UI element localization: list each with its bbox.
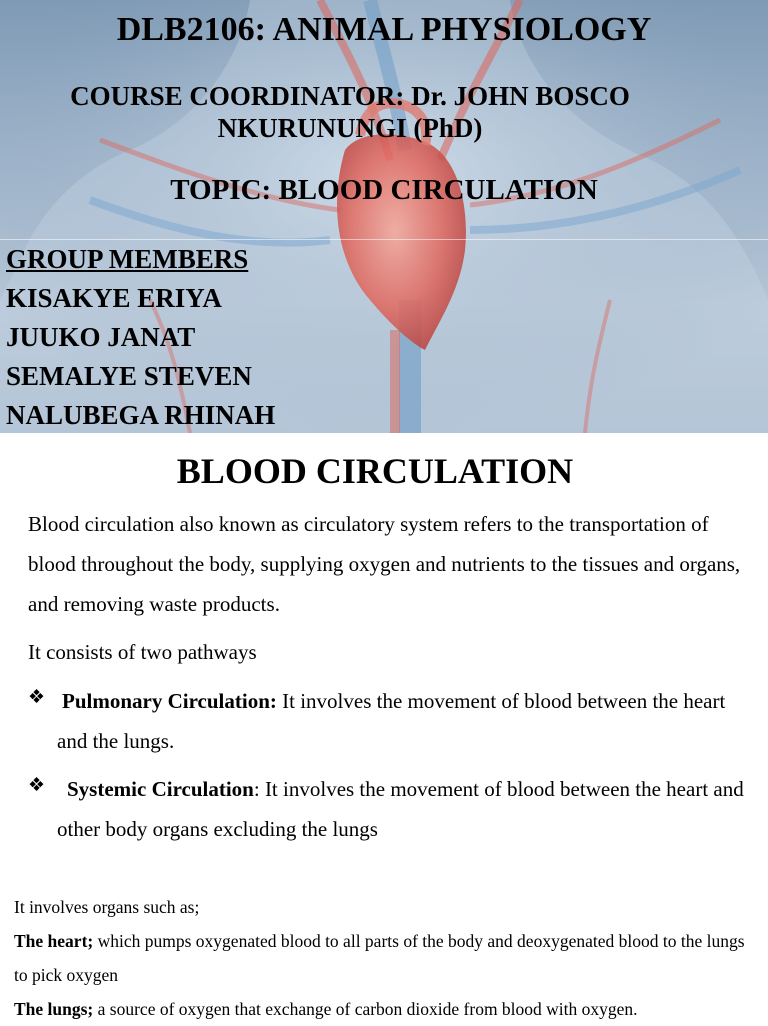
bullet-systemic-circulation bbox=[28, 769, 744, 849]
bullet-pulmonary-circulation bbox=[28, 681, 744, 761]
course-title: DLB2106: ANIMAL PHYSIOLOGY bbox=[116, 11, 652, 48]
group-member: KISAKYE ERIYA bbox=[6, 283, 222, 313]
group-members-heading: GROUP MEMBERS bbox=[6, 244, 249, 274]
group-members-list bbox=[6, 240, 275, 433]
organ-name: The lungs; bbox=[14, 999, 94, 1019]
organs-section bbox=[14, 890, 754, 1026]
organ-item-heart bbox=[14, 924, 754, 992]
bullet-text: It involves the movement of blood between the heart and the lungs. bbox=[57, 689, 726, 753]
group-member: NALUBEGA RHINAH bbox=[6, 400, 276, 430]
bullet-lead: Systemic Circulation bbox=[67, 777, 254, 801]
pathways-intro: It consists of two pathways bbox=[28, 640, 257, 664]
organ-description: which pumps oxygenated blood to all parts of the body and deoxygenated blood to the lungs to pick oxygen bbox=[14, 931, 745, 985]
bullet-text: : It involves the movement of blood between the heart and other body organs excluding the lungs bbox=[57, 777, 744, 841]
content-slide bbox=[0, 433, 768, 1024]
organ-item-lungs bbox=[14, 992, 754, 1026]
organ-name: The heart; bbox=[14, 931, 94, 951]
bullet-lead: Pulmonary Circulation: bbox=[62, 689, 277, 713]
group-member: SEMALYE STEVEN bbox=[6, 361, 252, 391]
organ-description: a source of oxygen that exchange of carbon dioxide from blood with oxygen. bbox=[93, 999, 638, 1019]
group-member: JUUKO JANAT bbox=[6, 322, 196, 352]
course-coordinator: COURSE COORDINATOR: Dr. JOHN BOSCO NKURUNUNGI (PhD) bbox=[70, 81, 630, 143]
topic-heading: TOPIC: BLOOD CIRCULATION bbox=[170, 174, 598, 206]
title-slide bbox=[0, 0, 768, 433]
intro-paragraph: Blood circulation also known as circulatory system refers to the transportation of blood throughout the body, supplying oxygen and nutrients to the tissues and organs, and removing waste products. bbox=[28, 512, 741, 616]
slide-title: BLOOD CIRCULATION bbox=[176, 451, 574, 491]
diamond-bullet-icon: ❖ bbox=[28, 687, 46, 708]
diamond-bullet-icon: ❖ bbox=[28, 775, 46, 796]
organs-intro: It involves organs such as; bbox=[14, 897, 200, 917]
